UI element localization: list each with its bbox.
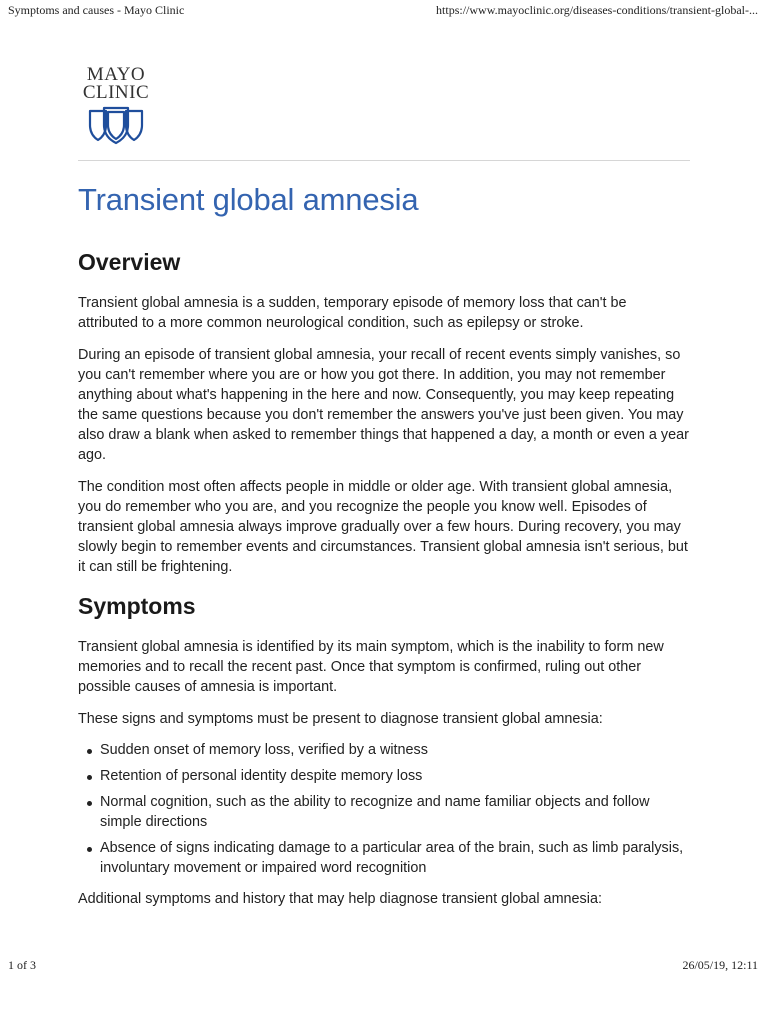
print-page-url: https://www.mayoclinic.org/diseases-conditions/transient-global-... bbox=[436, 3, 758, 17]
overview-heading: Overview bbox=[78, 249, 181, 275]
print-page-title: Symptoms and causes - Mayo Clinic bbox=[8, 3, 185, 17]
header-divider bbox=[78, 160, 690, 161]
symptoms-paragraph: These signs and symptoms must be present to diagnose transient global amnesia: bbox=[78, 711, 603, 727]
list-item-text: Absence of signs indicating damage to a particular area of the brain, such as limb paralysis, involuntary movement or impaired word recognition bbox=[100, 840, 684, 876]
print-datetime: 26/05/19, 12:11 bbox=[682, 958, 758, 972]
overview-paragraph: Transient global amnesia is a sudden, temporary episode of memory loss that can't be attributed to a more common neurological condition, such as epilepsy or stroke. bbox=[78, 295, 627, 331]
list-item bbox=[100, 766, 690, 786]
symptoms-list bbox=[78, 740, 690, 878]
print-header bbox=[0, 3, 768, 19]
bullet-icon bbox=[87, 749, 92, 754]
symptoms-heading: Symptoms bbox=[78, 593, 196, 619]
list-item-text: Normal cognition, such as the ability to recognize and name familiar objects and follow simple directions bbox=[100, 794, 650, 830]
print-footer bbox=[0, 958, 768, 974]
bullet-icon bbox=[87, 801, 92, 806]
mayo-clinic-logo[interactable] bbox=[76, 66, 156, 148]
list-item bbox=[100, 740, 690, 760]
logo-word-clinic: CLINIC bbox=[82, 82, 150, 103]
article-body bbox=[78, 178, 690, 909]
symptoms-paragraph: Transient global amnesia is identified by its main symptom, which is the inability to form new memories and to recall the recent past. Once that symptom is confirmed, ruling out other possible causes of amnesia is important. bbox=[78, 639, 664, 695]
overview-paragraph: During an episode of transient global amnesia, your recall of recent events simply vanishes, so you can't remember where you are or how you got there. In addition, you may not remember anything about what's happening in the here and now. Consequently, you may keep repeating the same questions because you don't remember the answers you've just been given. You may also draw a blank when asked to remember things that happened a day, a month or even a year ago. bbox=[78, 347, 689, 463]
list-item-text: Sudden onset of memory loss, verified by a witness bbox=[100, 742, 428, 758]
page-title: Transient global amnesia bbox=[78, 182, 419, 217]
list-item bbox=[100, 838, 690, 878]
bullet-icon bbox=[87, 775, 92, 780]
list-item-text: Retention of personal identity despite memory loss bbox=[100, 768, 423, 784]
page-counter: 1 of 3 bbox=[8, 958, 36, 972]
symptoms-paragraph: Additional symptoms and history that may help diagnose transient global amnesia: bbox=[78, 891, 602, 907]
three-shields-icon bbox=[88, 105, 144, 145]
list-item bbox=[100, 792, 690, 832]
bullet-icon bbox=[87, 847, 92, 852]
overview-paragraph: The condition most often affects people in middle or older age. With transient global amnesia, you do remember who you are, and you recognize the people you know well. Episodes of transient global amnesia always improve gradually over a few hours. During recovery, you may slowly begin to remember events and circumstances. Transient global amnesia isn't serious, but it can still be frightening. bbox=[78, 479, 688, 575]
logo-word-mayo: MAYO bbox=[86, 64, 146, 85]
